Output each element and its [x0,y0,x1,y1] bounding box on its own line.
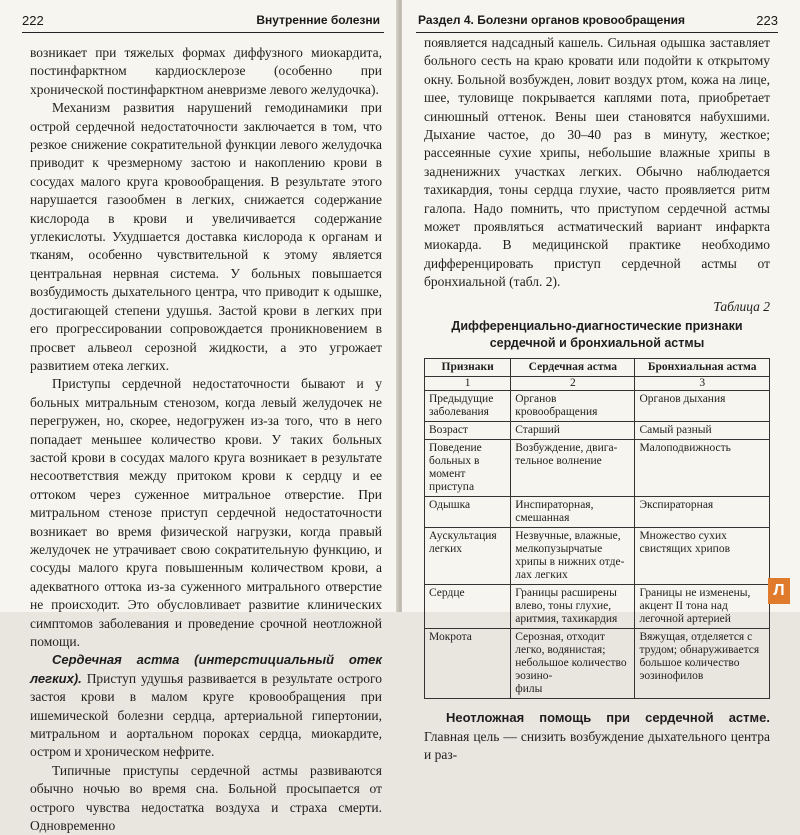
paragraph: появляется надсадный кашель. Сильная одышка заставляет больного сесть на краю кровати или подойти к открытому окну. Больной возбужден, ловит воздух ртом, кожа на лице, шее, туловище покрывается каплями пота, приобретает синюшный оттенок. Вены шеи становятся набухшими. Дыхание частое, до 30–40 раз в минуту, жесткое; рассеянные сухие хрипы, небольшие влажные хрипы в задненижних участках легких. Обычно наблюдается тахикардия, тоны сердца глухие, часто проявляется ритм галопа. Надо помнить, что приступом сердечной астмы может проявляться астматический вариант инфаркта миокарда. В медицинской практике необходимо дифференцировать приступ сердечной астмы от бронхиальной (табл. 2). [424,35,770,290]
paragraph: Приступы сердечной недостаточности бывают и у больных митральным стенозом, когда левый желудочек не перегружен, но, скорее, недогружен из-за того, что в него попадает меньшее количество крови. У таких больных застой крови в сосудах малого круга возникает в результате несоответствия между притоком крови к сердцу и ее оттоком через суженное митральное отверстие. При митральном стенозе приступ сердечной недостаточности возникает во время физической нагрузки, когда правый желудочек не утрачивает свою сократительную функцию, и сосуды малого круга повышенным количеством крови, а адекватного оттока из-за суженного митрального отверстие не происходит. Это обусловливает развитие клинических симптомов заболевания и проведение срочной неотложной помощи. [30,376,382,649]
cardiac-asthma-paragraph [30,651,382,761]
table-index-row [425,377,770,391]
table-cell: Вяжущая, отделяется с трудом; обнаруживается большое количество эозинофилов [635,629,770,699]
emergency-text: Главная цель — снизить возбуждение дыхательного центра и раз- [424,728,770,762]
table-title-line1: Дифференциально-диагностические признаки [451,319,743,334]
cardiac-asthma-text: Приступ удушья развивается в результате острого застоя крови в малом круге кровообращения при ишемической болезни сердца, артериальной гипертонии, митральном и аортальном пороках сердца, миокардите, остром и хроническом нефрите. [30,670,382,760]
left-page-number: 222 [22,13,44,28]
table-row [425,440,770,497]
table-cell: Одышка [425,497,511,528]
differential-table [424,358,770,699]
table-cell: Органов кровообращения [511,391,635,422]
table-row [425,528,770,585]
table-header-cell: Признаки [425,359,511,377]
table-header-cell: Бронхиальная астма [635,359,770,377]
table-cell: Сердце [425,585,511,629]
publisher-logo-icon: Л [768,578,790,604]
table-cell: Старший [511,422,635,440]
table-row [425,585,770,629]
table-cell: Экспираторная [635,497,770,528]
table-cell: Поведение больных в момент приступа [425,440,511,497]
table-cell: Инспираторная, смешанная [511,497,635,528]
table-cell: Самый разный [635,422,770,440]
paragraph: возникает при тяжелых формах диффузного миокардита, постинфарктном кардиосклерозе (особенно при хронической постинфарктном аневризме левого желудочка). [30,45,382,97]
table-row [425,391,770,422]
paragraph: Типичные приступы сердечной астмы развиваются обычно ночью во время сна. Больной просыпается от острого чувства недостатка воздуха и страха смерти. Одновременно [30,762,382,834]
table-cell: Аускультация легких [425,528,511,585]
table-cell: Органов дыхания [635,391,770,422]
table-cell: 2 [511,377,635,391]
table-cell: Серозная, отходит легко, водянистая; небольшое количество эозино- филы [511,629,635,699]
left-body [30,44,382,835]
left-header [22,6,384,33]
table-cell: Возраст [425,422,511,440]
right-header [416,6,778,33]
emergency-paragraph [424,709,770,764]
table-cell: 3 [635,377,770,391]
table-header-cell: Сердечная астма [511,359,635,377]
table-cell: Мокрота [425,629,511,699]
table-title-line2: сердечной и бронхиальной астмы [489,336,705,351]
table-cell: Границы не изменены, акцент II тона над легочной артерией [635,585,770,629]
table-header-row [425,359,770,377]
table-cell: Множество сухих свистящих хрипов [635,528,770,585]
table-cell: Возбуждение, двига- тельное волнение [511,440,635,497]
left-running-title: Внутренние болезни [256,13,380,27]
table-cell: Предыдущие заболевания [425,391,511,422]
table-row [425,497,770,528]
table-cell: Малоподвижность [635,440,770,497]
paragraph: Механизм развития нарушений гемодинамики при острой сердечной недостаточности заключается в том, что резкое снижение сократительной функции левого желудочка приводит к чрезмерному застою и накоплению крови в сосудах малого круга кровообращения. В результате этого нарушается газообмен в легких, снижается содержание кислорода в крови и увеличивается содержание углекислоты. Ухудшается доставка кислорода к органам и тканям, особенно чувствительной к этому является центральная нервная система. У больных повышается возбудимость дыхательного центра, что приводит к одышке, достигающей степени удушья. Застой крови в легких при его прогрессировании сопровождается проникновением в просвет альвеол серозной жидкости, а это угрожает развитием отека легких. [30,100,382,373]
right-running-title: Раздел 4. Болезни органов кровообращения [418,13,685,27]
table-row [425,629,770,699]
right-page-number: 223 [756,13,778,28]
emergency-heading: Неотложная помощь при сердечной астме. [446,710,770,726]
table-label: Таблица 2 [713,298,770,314]
table-cell: 1 [425,377,511,391]
right-page [402,0,800,762]
table-cell: Границы расширены влево, тоны глухие, аритмия, тахикардия [511,585,635,629]
table-row [425,422,770,440]
left-page [0,0,398,834]
table-cell: Незвучные, влажные, мелкопузырчатые хрипы в нижних отде- лах легких [511,528,635,585]
cardiac-asthma-heading: Сердечная астма (интерстициальный отек легких). [30,652,382,686]
right-body [424,34,770,764]
